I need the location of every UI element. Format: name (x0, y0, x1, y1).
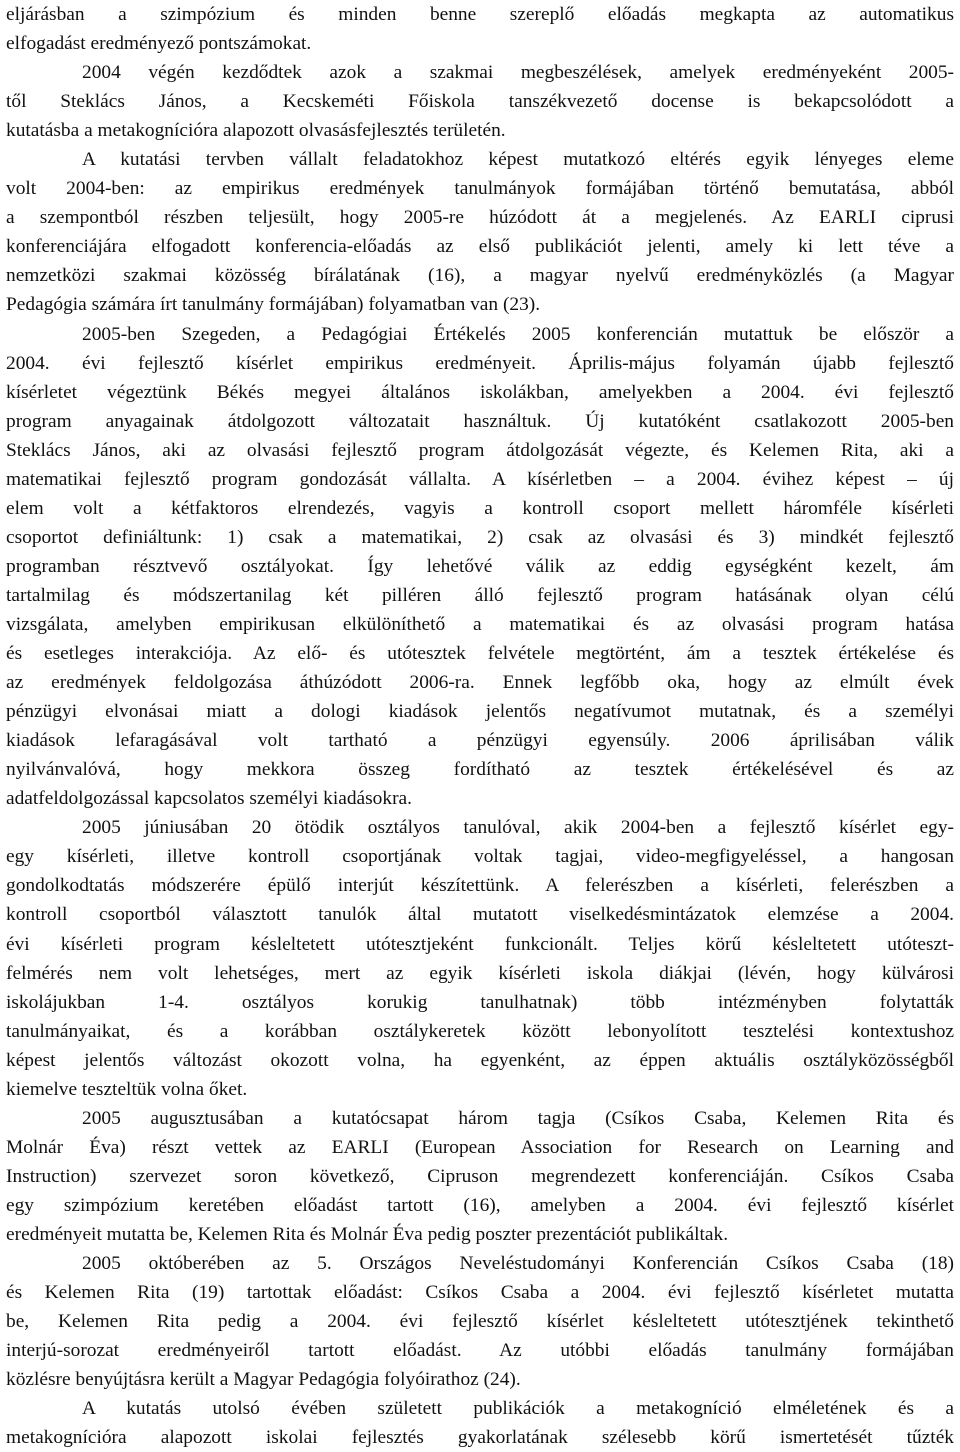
text-line: kutatásba a metakognícióra alapozott olvasásfejlesztés területén. (6, 120, 506, 142)
text-line: iskolájukban 1-4. osztályos korukig tanulhatnak) több intézményben folytatták (6, 991, 954, 1013)
text-line: eredményeit mutatta be, Kelemen Rita és Molnár Éva pedig poszter prezentációt publikáltak. (6, 1223, 729, 1245)
text-line: be, Kelemen Rita pedig a 2004. évi fejlesztő kísérlet késleltetett utótesztjének tekinthető (6, 1311, 954, 1333)
text-line: 2004. évi fejlesztő kísérlet empirikus eredményeit. Április-május folyamán újabb fejlesztő (6, 352, 954, 374)
text-line: elfogadást eredményező pontszámokat. (6, 33, 312, 55)
text-line: évi kísérleti program késleltetett utótesztjeként funkcionált. Teljes körű késleltetett utóteszt- (6, 933, 954, 955)
text-line: elem volt a kétfaktoros elrendezés, vagyis a kontroll csoport mellett háromféle kísérleti (6, 497, 954, 519)
text-line: egy szimpózium keretében előadást tartott (16), amelyben a 2004. évi fejlesztő kísérlet (6, 1194, 954, 1216)
text-line: Molnár Éva) részt vettek az EARLI (European Association for Research on Learning and (6, 1136, 954, 1158)
text-line: képest jelentős változást okozott volna, ha egyenként, az éppen aktuális osztályközösségből (6, 1049, 954, 1071)
text-line: kontroll csoportból választott tanulók által mutatott viselkedésmintázatok elemzése a 2004. (6, 904, 954, 926)
text-line: 2004 végén kezdődtek azok a szakmai megbeszélések, amelyek eredményeként 2005- (82, 62, 954, 84)
text-line: A kutatási tervben vállalt feladatokhoz képest mutatkozó eltérés egyik lényeges eleme (82, 149, 954, 171)
text-line: vizsgálata, amelyben empirikusan elkülöníthető a matematikai és az olvasási program hatása (6, 613, 954, 635)
text-line: interjú-sorozat eredményeiről tartott előadást. Az utóbbi előadás tanulmány formájában (6, 1340, 954, 1362)
text-line: az eredmények feldolgozása áthúzódott 2006-ra. Ennek legfőbb oka, hogy az elmúlt évek (6, 672, 954, 694)
text-line: program anyagainak átdolgozott változatait használtuk. Új kutatóként csatlakozott 2005-ben (6, 410, 954, 432)
text-line: eljárásban a szimpózium és minden benne szereplő előadás megkapta az automatikus (6, 4, 954, 25)
paragraph (6, 1104, 954, 1249)
text-line: kísérletet végeztünk Békés megyei általános iskolákban, amelyekben a 2004. évi fejlesztő (6, 381, 954, 403)
text-line: pénzügyi elvonásai miatt a dologi kiadások jelentős negatívumot mutatnak, és a személyi (6, 701, 954, 723)
text-line: 2005-ben Szegeden, a Pedagógiai Értékelés 2005 konferencián mutattuk be először a (82, 323, 954, 345)
text-line: 2005 októberében az 5. Országos Neveléstudományi Konferencián Csíkos Csaba (18) (82, 1253, 954, 1275)
text-line: Instruction) szervezet soron következő, Cipruson megrendezett konferenciáján. Csíkos Csaba (6, 1165, 954, 1187)
text-line: A kutatás utolsó évében született publikációk a metakogníció elméletének és a (82, 1398, 954, 1420)
text-line: tanulmányaikat, és a korábban osztálykeretek között lebonyolított tesztelési kontextushoz (6, 1020, 954, 1042)
text-line: nyilvánvalóvá, hogy mekkora összeg fordítható az tesztek értékelésével és az (6, 759, 954, 781)
paragraph (6, 145, 954, 319)
text-line: egy kísérleti, illetve kontroll csoportjának voltak tagjai, video-megfigyeléssel, a hangosan (6, 846, 954, 868)
paragraph (6, 1394, 954, 1452)
text-line: felmérés nem volt lehetséges, mert az egyik kísérleti iskola diákjai (lévén, hogy külvárosi (6, 962, 954, 984)
text-line: volt 2004-ben: az empirikus eredmények tanulmányok formájában történő bemutatása, abból (6, 178, 954, 200)
text-line: és Kelemen Rita (19) tartottak előadást: Csíkos Csaba a 2004. évi fejlesztő kísérletet mutatta (6, 1282, 954, 1304)
text-line: csoportot definiáltunk: 1) csak a matematikai, 2) csak az olvasási és 3) mindkét fejlesztő (6, 526, 954, 548)
text-line: matematikai fejlesztő program gondozását vállalta. A kísérletben – a 2004. évihez képest – új (6, 468, 954, 490)
text-line: től Steklács János, a Kecskeméti Főiskola tanszékvezető docense is bekapcsolódott a (6, 91, 954, 113)
text-line: a szempontból részben teljesült, hogy 2005-re húzódott át a megjelenés. Az EARLI ciprusi (6, 207, 954, 229)
text-line: tartalmilag és módszertanilag két pilléren álló fejlesztő program hatásának olyan célú (6, 584, 954, 606)
text-line: kiemelve teszteltük volna őket. (6, 1078, 248, 1100)
text-line: programban résztvevő osztályokat. Így lehetővé válik az eddig egységként kezelt, ám (6, 555, 954, 577)
text-line: kiadások lefaragásával volt tartható a pénzügyi egyensúly. 2006 áprilisában válik (6, 730, 954, 752)
text-line: Pedagógia számára írt tanulmány formájában) folyamatban van (23). (6, 294, 541, 316)
paragraph (6, 813, 954, 1103)
paragraph (6, 1249, 954, 1394)
text-line: adatfeldolgozással kapcsolatos személyi kiadásokra. (6, 788, 412, 810)
text-line: gondolkodtatás módszerére épülő interjút készítettünk. A felerészben a kísérleti, felerészben a (6, 875, 954, 897)
text-line: nemzetközi szakmai közösség bírálatának (16), a magyar nyelvű eredményközlés (a Magyar (6, 265, 954, 287)
text-line: és esetleges interakciója. Az elő- és utótesztek felvétele megtörtént, ám a tesztek értékelése és (6, 643, 954, 665)
text-line: közlésre benyújtásra került a Magyar Pedagógia folyóirathoz (24). (6, 1369, 521, 1391)
text-line: 2005 augusztusában a kutatócsapat három tagja (Csíkos Csaba, Kelemen Rita és (82, 1107, 954, 1129)
paragraph (6, 58, 954, 145)
text-line: Steklács János, aki az olvasási fejlesztő program átdolgozását végezte, és Kelemen Rita, aki a (6, 439, 954, 461)
paragraph (6, 0, 954, 58)
body-text (6, 0, 954, 1452)
text-line: 2005 júniusában 20 ötödik osztályos tanulóval, akik 2004-ben a fejlesztő kísérlet egy- (82, 817, 954, 839)
paragraph (6, 320, 954, 814)
text-line: konferenciájára elfogadott konferencia-előadás az első publikációt jelenti, amely ki lett téve a (6, 236, 954, 258)
text-line: metakognícióra alapozott iskolai fejlesztés gyakorlatának szélesebb körű ismertetését tűzték (6, 1427, 954, 1449)
